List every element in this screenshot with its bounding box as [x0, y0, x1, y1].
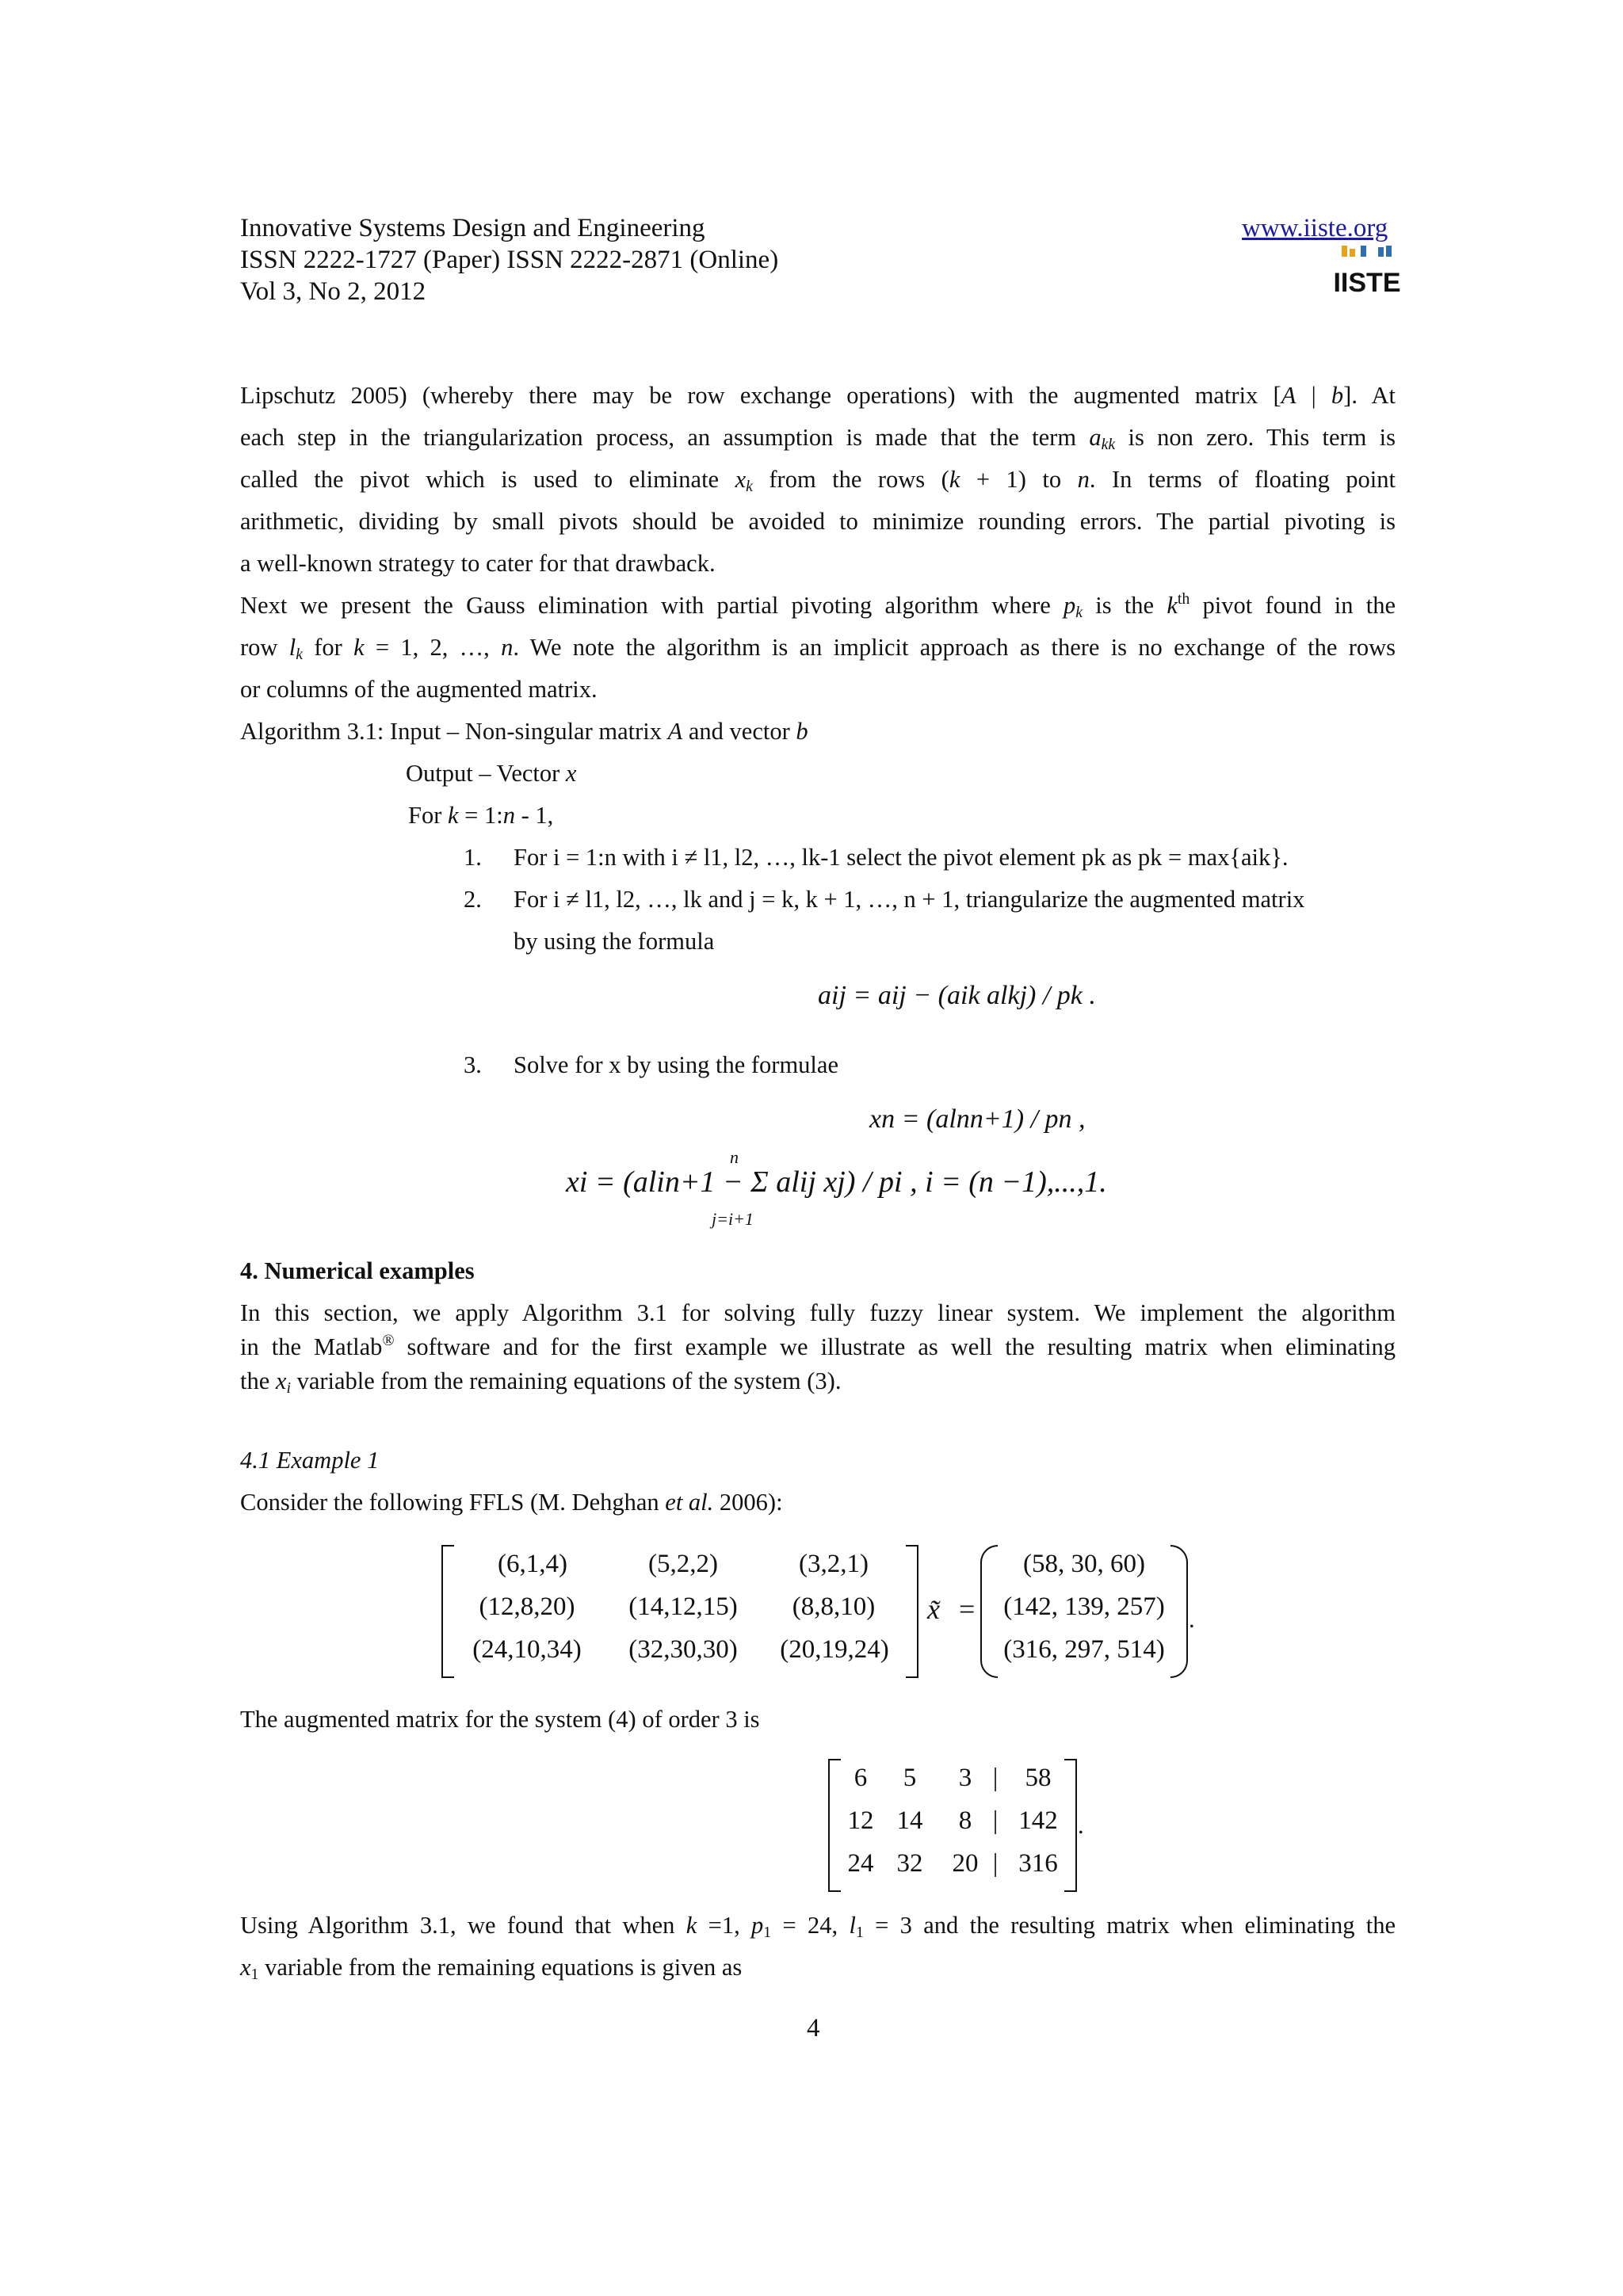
augmented-cell: 20	[952, 1849, 979, 1878]
step1-text: For i = 1:n with i ≠ l1, l2, …, lk-1 select the pivot element pk as pk = max{aik}.	[514, 844, 1289, 871]
equals-sign: =	[959, 1593, 976, 1625]
step2-text-line1: For i ≠ l1, l2, …, lk and j = k, k + 1, …, n + 1, triangularize the augmented matrix	[514, 886, 1305, 913]
result-line2: $x_1$ variable from the remaining equations is given as	[240, 1954, 743, 1983]
vector-b-cell: (316, 297, 514)	[1003, 1635, 1165, 1664]
vector-b-left-paren	[980, 1545, 998, 1678]
augmented-matrix	[828, 1759, 1077, 1892]
augmented-cell: 58	[1025, 1764, 1052, 1792]
sum-lower-limit: j=i+1	[712, 1209, 754, 1229]
algorithm-title: Algorithm 3.1: Input – Non-singular matrix A and vector b	[240, 718, 808, 745]
journal-title: Innovative Systems Design and Engineering	[240, 214, 705, 242]
step2-number: 2.	[464, 886, 482, 913]
augmented-cell: 12	[847, 1806, 874, 1835]
formula-triangularize: aij = aij − (aik alkj) / pk .	[818, 981, 1096, 1010]
result-line1: Using Algorithm 3.1, we found that when k =1, $p_1 = 24$, $l_1 = 3$ and the resulting matrix when eliminating the	[240, 1912, 1396, 1941]
matrix-a-cell: (32,30,30)	[628, 1635, 738, 1664]
para1-line1: Lipschutz 2005) (whereby there may be row exchange operations) with the augmented matrix [A | b]. At	[240, 382, 1396, 409]
matrix-a-cell: (24,10,34)	[472, 1635, 582, 1664]
augmented-separator: |	[992, 1764, 999, 1792]
para2-line3: or columns of the augmented matrix.	[240, 676, 598, 703]
step1-number: 1.	[464, 844, 482, 871]
x-tilde: x̃	[927, 1593, 940, 1625]
matrix-a	[441, 1545, 918, 1678]
equation-period: .	[1189, 1606, 1195, 1633]
vector-b-right-paren	[1170, 1545, 1188, 1678]
para1-line4: arithmetic, dividing by small pivots should be avoided to minimize rounding errors. The partial pivoting is	[240, 508, 1396, 535]
journal-volume: Vol 3, No 2, 2012	[240, 277, 426, 306]
augmented-cell: 8	[958, 1806, 972, 1835]
algorithm-output: Output – Vector x	[406, 760, 577, 787]
vector-b-cell: (58, 30, 60)	[1023, 1550, 1145, 1578]
vector-b	[980, 1545, 1188, 1678]
augmented-period: .	[1078, 1812, 1084, 1839]
section4-line2: in the Matlab® software and for the first example we illustrate as well the resulting matrix when eliminating	[240, 1332, 1396, 1360]
step3-text: Solve for x by using the formulae	[514, 1051, 838, 1078]
augmented-separator: |	[992, 1806, 999, 1835]
matrix-a-cell: (12,8,20)	[479, 1592, 575, 1621]
para1-line2: each step in the triangularization process, an assumption is made that the term $a_{kk}$ is non zero. This term is	[240, 424, 1396, 453]
matrix-a-cell: (5,2,2)	[648, 1550, 718, 1578]
matrix-a-cell: (6,1,4)	[498, 1550, 567, 1578]
matrix-a-cell: (3,2,1)	[799, 1550, 869, 1578]
vector-b-cell: (142, 139, 257)	[1003, 1592, 1165, 1621]
example1-heading: 4.1 Example 1	[240, 1447, 380, 1474]
matrix-a-right-bracket	[906, 1545, 918, 1678]
augmented-cell: 5	[903, 1764, 917, 1792]
para2-line2: row $l_k$ for k = 1, 2, …, n. We note the algorithm is an implicit approach as there is no exchange of the rows	[240, 634, 1396, 663]
algorithm-for: For k = 1:n - 1,	[408, 802, 554, 829]
formula-xi: xi = (alin+1 − Σ alij xj) / pi , i = (n −1),...,1.	[566, 1165, 1107, 1199]
matrix-a-cell: (20,19,24)	[780, 1635, 889, 1664]
matrix-a-cell: (14,12,15)	[628, 1592, 738, 1621]
example1-intro: Consider the following FFLS (M. Dehghan et al. 2006):	[240, 1489, 783, 1516]
para1-line5: a well-known strategy to cater for that drawback.	[240, 550, 716, 577]
section4-line3: the $x_i$ variable from the remaining equations of the system (3).	[240, 1367, 842, 1397]
sum-upper-limit: n	[730, 1147, 739, 1167]
augmented-separator: |	[992, 1849, 999, 1878]
iiste-logo	[1333, 244, 1401, 298]
augmented-cell: 32	[896, 1849, 923, 1878]
step3-number: 3.	[464, 1051, 482, 1078]
matrix-a-cell: (8,8,10)	[792, 1592, 876, 1621]
formula-xn: xn = (alnn+1) / pn ,	[869, 1104, 1086, 1134]
step2-text-line2: by using the formula	[514, 928, 715, 955]
augmented-cell: 3	[958, 1764, 972, 1792]
augmented-left-bracket	[828, 1759, 841, 1892]
section4-line1: In this section, we apply Algorithm 3.1 for solving fully fuzzy linear system. We implement the algorithm	[240, 1299, 1396, 1326]
section4-heading: 4. Numerical examples	[240, 1257, 475, 1284]
page-number: 4	[807, 2014, 820, 2042]
para2-line1: Next we present the Gauss elimination with partial pivoting algorithm where $p_k$ is the $k^{th}$ pivot found in the	[240, 590, 1396, 621]
augmented-cell: 316	[1018, 1849, 1058, 1878]
para1-line3: called the pivot which is used to eliminate $x_k$ from the rows (k + 1) to n. In terms of floating point	[240, 466, 1396, 495]
augmented-intro: The augmented matrix for the system (4) of order 3 is	[240, 1706, 760, 1733]
journal-url-link[interactable]: www.iiste.org	[1242, 214, 1388, 242]
journal-issn: ISSN 2222-1727 (Paper) ISSN 2222-2871 (Online)	[240, 246, 779, 274]
augmented-cell: 14	[896, 1806, 923, 1835]
augmented-cell: 24	[847, 1849, 874, 1878]
augmented-cell: 6	[854, 1764, 868, 1792]
augmented-cell: 142	[1018, 1806, 1058, 1835]
logo-text: IISTE	[1333, 268, 1401, 298]
